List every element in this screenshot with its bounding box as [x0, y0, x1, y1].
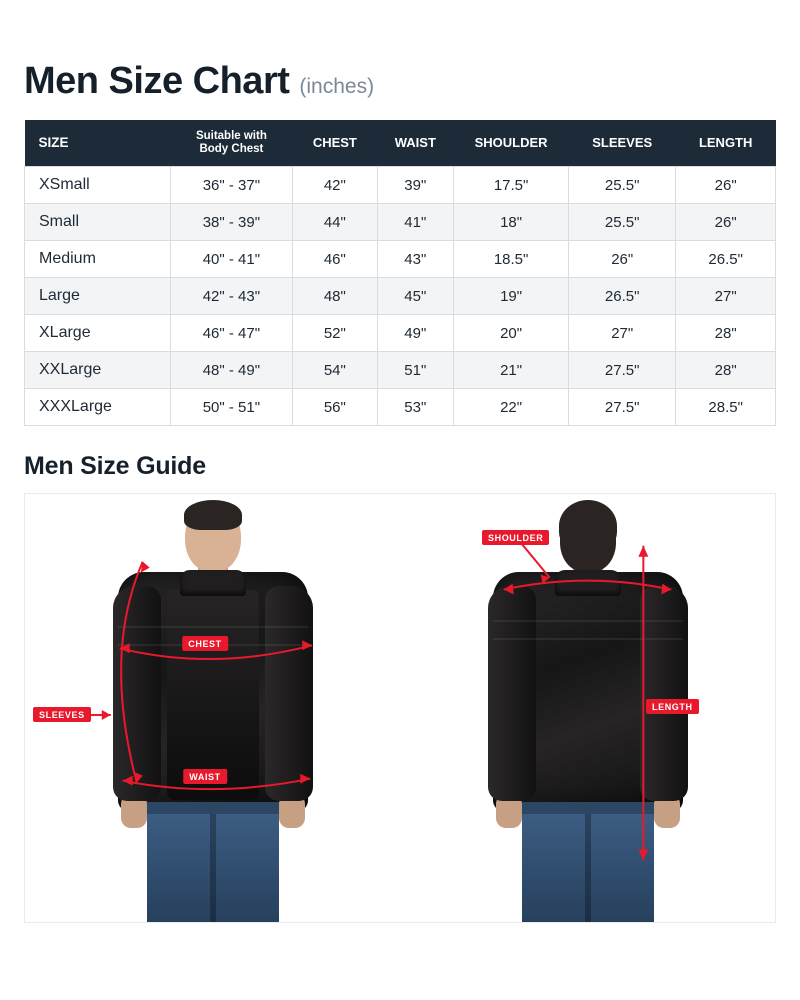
cell-body-chest: 40" - 41"	[170, 241, 293, 278]
cell-length: 26"	[676, 204, 776, 241]
column-header-body-chest-line1: Suitable with	[195, 130, 267, 142]
column-header-sleeves: SLEEVES	[569, 120, 676, 167]
cell-shoulder: 18.5"	[454, 241, 569, 278]
cell-length: 28.5"	[676, 389, 776, 426]
cell-size: Medium	[25, 241, 171, 278]
cell-body-chest: 48" - 49"	[170, 352, 293, 389]
label-waist: WAIST	[183, 769, 227, 784]
guide-title: Men Size Guide	[24, 452, 206, 481]
cell-chest: 46"	[293, 241, 377, 278]
cell-size: XXXLarge	[25, 389, 171, 426]
cell-size: XLarge	[25, 315, 171, 352]
cell-waist: 51"	[377, 352, 454, 389]
page-title	[24, 0, 776, 100]
cell-shoulder: 19"	[454, 278, 569, 315]
cell-shoulder: 21"	[454, 352, 569, 389]
column-header-length: LENGTH	[676, 120, 776, 167]
cell-length: 28"	[676, 352, 776, 389]
table-row	[25, 278, 776, 315]
table-row	[25, 352, 776, 389]
cell-shoulder: 17.5"	[454, 167, 569, 204]
cell-length: 26.5"	[676, 241, 776, 278]
cell-body-chest: 36" - 37"	[170, 167, 293, 204]
cell-chest: 48"	[293, 278, 377, 315]
cell-sleeves: 27"	[569, 315, 676, 352]
front-view-figure	[25, 494, 400, 922]
cell-size: XSmall	[25, 167, 171, 204]
cell-sleeves: 27.5"	[569, 389, 676, 426]
size-table	[24, 120, 776, 426]
column-header-size: SIZE	[25, 120, 171, 167]
label-length: LENGTH	[646, 699, 699, 714]
cell-waist: 39"	[377, 167, 454, 204]
cell-waist: 43"	[377, 241, 454, 278]
cell-sleeves: 26"	[569, 241, 676, 278]
table-row	[25, 167, 776, 204]
table-row	[25, 315, 776, 352]
cell-sleeves: 25.5"	[569, 204, 676, 241]
cell-length: 26"	[676, 167, 776, 204]
cell-chest: 56"	[293, 389, 377, 426]
cell-length: 28"	[676, 315, 776, 352]
cell-sleeves: 26.5"	[569, 278, 676, 315]
size-table-body	[25, 167, 776, 426]
column-header-chest: CHEST	[293, 120, 377, 167]
cell-waist: 41"	[377, 204, 454, 241]
back-measure-overlay	[400, 494, 775, 922]
page-title-unit: (inches)	[299, 75, 375, 98]
cell-size: Small	[25, 204, 171, 241]
table-row	[25, 241, 776, 278]
table-header-row	[25, 120, 776, 167]
cell-body-chest: 42" - 43"	[170, 278, 293, 315]
column-header-body-chest	[170, 120, 293, 167]
cell-waist: 45"	[377, 278, 454, 315]
cell-shoulder: 22"	[454, 389, 569, 426]
cell-chest: 54"	[293, 352, 377, 389]
back-measure-lines	[400, 494, 775, 922]
cell-shoulder: 18"	[454, 204, 569, 241]
cell-waist: 49"	[377, 315, 454, 352]
front-measure-overlay	[25, 494, 400, 922]
cell-chest: 52"	[293, 315, 377, 352]
cell-chest: 42"	[293, 167, 377, 204]
page-title-text: Men Size Chart	[24, 60, 290, 102]
label-shoulder: SHOULDER	[482, 530, 549, 545]
table-row	[25, 389, 776, 426]
size-table-head	[25, 120, 776, 167]
size-guide-illustration	[24, 493, 776, 923]
cell-size: Large	[25, 278, 171, 315]
cell-sleeves: 25.5"	[569, 167, 676, 204]
cell-length: 27"	[676, 278, 776, 315]
table-row	[25, 204, 776, 241]
cell-size: XXLarge	[25, 352, 171, 389]
cell-shoulder: 20"	[454, 315, 569, 352]
back-view-figure	[400, 494, 775, 922]
label-sleeves: SLEEVES	[33, 707, 91, 722]
cell-sleeves: 27.5"	[569, 352, 676, 389]
cell-chest: 44"	[293, 204, 377, 241]
column-header-body-chest-line2: Body Chest	[199, 143, 264, 156]
cell-body-chest: 38" - 39"	[170, 204, 293, 241]
cell-body-chest: 46" - 47"	[170, 315, 293, 352]
column-header-shoulder: SHOULDER	[454, 120, 569, 167]
label-chest: CHEST	[182, 636, 228, 651]
cell-waist: 53"	[377, 389, 454, 426]
column-header-waist: WAIST	[377, 120, 454, 167]
cell-body-chest: 50" - 51"	[170, 389, 293, 426]
